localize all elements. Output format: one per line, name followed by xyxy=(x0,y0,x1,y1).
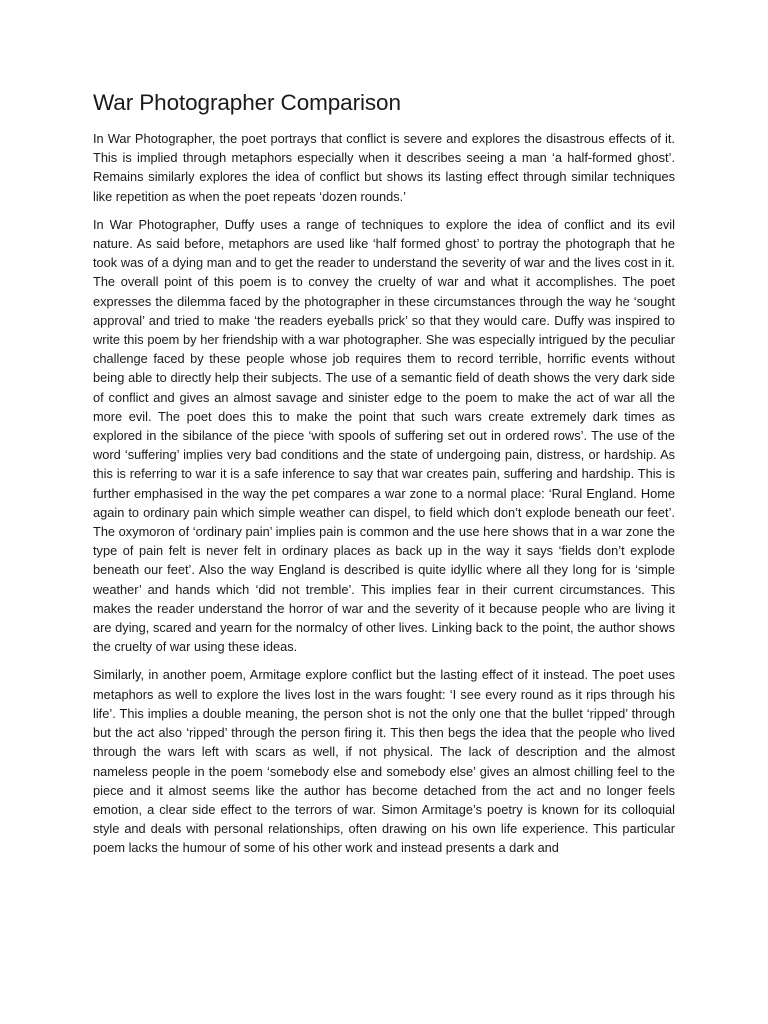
paragraph-1: In War Photographer, the poet portrays that conflict is severe and explores the disastrous effects of it. This is implied through metaphors especially when it describes seeing a man ‘a half-formed ghost’. Remains similarly explores the idea of conflict but shows its lasting effect through similar techniques like repetition as when the poet repeats ‘dozen rounds.’ xyxy=(93,131,675,204)
paragraph-2: In War Photographer, Duffy uses a range of techniques to explore the idea of conflict and its evil nature. As said before, metaphors are used like ‘half formed ghost’ to portray the photograph that he took was of a dying man and to get the reader to understand the severity of war and the lives cost in it. The overall point of this poem is to convey the cruelty of war and what it accomplishes. The poet expresses the dilemma faced by the photographer in these circumstances through the way he ‘sought approval’ and tried to make ‘the readers eyeballs prick’ so that they would care. Duffy was inspired to write this poem by her friendship with a war photographer. She was especially intrigued by the peculiar challenge faced by these people whose job requires them to record terrible, horrific events without being able to directly help their subjects. The use of a semantic field of death shows the very dark side of conflict and gives an almost savage and sinister edge to the poem to make the act of war all the more evil. The poet does this to make the point that such wars create extremely dark times as explored in the sibilance of the piece ‘with spools of suffering set out in ordered rows’. The use of the word ‘suffering’ implies very bad conditions and the state of undergoing pain, distress, or hardship. As this is referring to war it is a safe inference to say that war creates pain, suffering and hardship. This is further emphasised in the way the pet compares a war zone to a normal place: ‘Rural England. Home again to ordinary pain which simple weather can dispel, to field which don’t explode beneath our feet’. The oxymoron of ‘ordinary pain’ implies pain is common and the use here shows that in a war zone the type of pain felt is never felt in ordinary places as back up in the way it says ‘fields don’t explode beneath our feet’. Also the way England is described is quite idyllic where all they long for is ‘simple weather’ and hands which ‘did not tremble’. This implies fear in their current circumstances. This makes the reader understand the horror of war and the severity of it because people who are living it are dying, scared and yearn for the normalcy of other lives. Linking back to the point, the author shows the cruelty of war using these ideas. xyxy=(93,216,675,655)
document-page xyxy=(93,88,675,867)
document-title: War Photographer Comparison xyxy=(93,90,401,115)
paragraph-3: Similarly, in another poem, Armitage explore conflict but the lasting effect of it instead. The poet uses metaphors as well to explore the lives lost in the wars fought: ‘I see every round as it rips through his life’. This implies a double meaning, the person shot is not the only one that the bullet ‘ripped’ through but the act also ‘ripped’ through the person firing it. This then begs the idea that the people who lived through the wars left with scars as well, if not physical. The lack of description and the almost nameless people in the poem ‘somebody else and somebody else’ gives an almost chilling feel to the piece and it almost seems like the author has become detached from the act and no longer feels emotion, a clear side effect to the terrors of war. Simon Armitage’s poetry is known for its colloquial style and deals with personal relationships, often drawing on his own life experience. This particular poem lacks the humour of some of his other work and instead presents a dark and xyxy=(93,667,675,856)
